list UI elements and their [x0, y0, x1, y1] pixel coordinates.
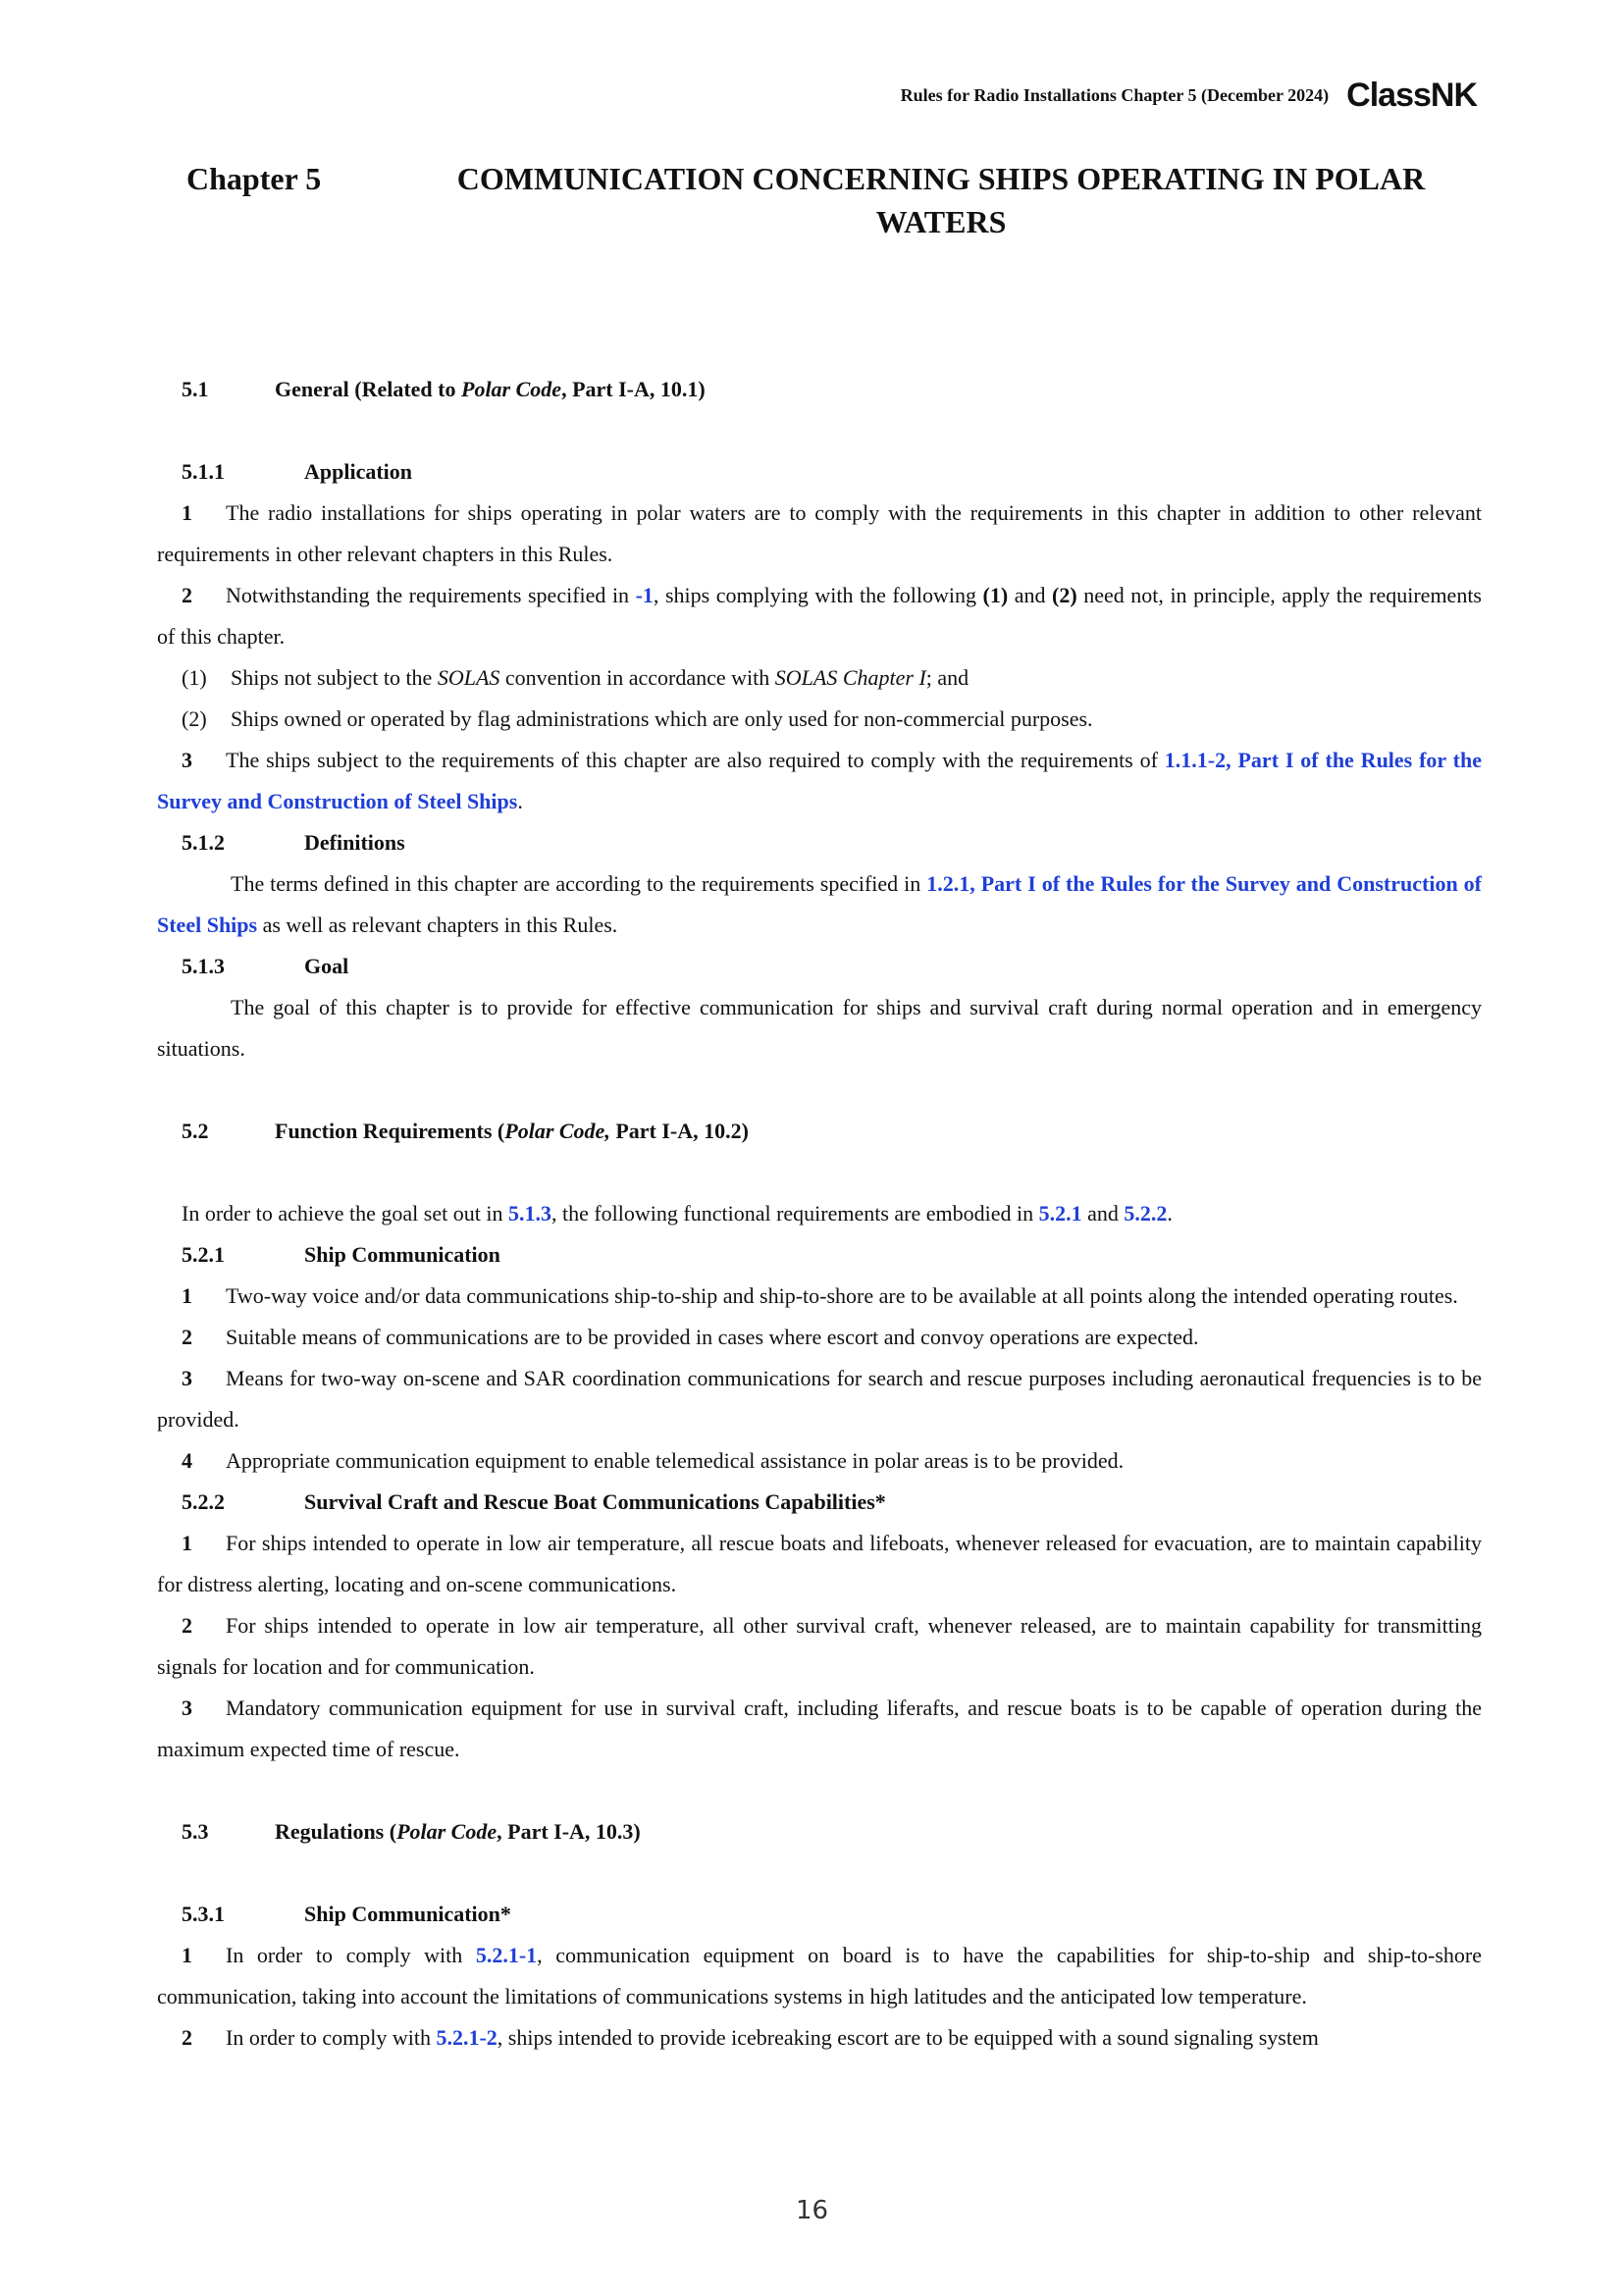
section-5-2-2-heading: 5.2.2 Survival Craft and Rescue Boat Communications Capabilities* — [182, 1489, 886, 1514]
paragraph-5-2-2-3: 3 Mandatory communication equipment for use in survival craft, including liferafts, and rescue boats is to be capable of operation during the maximum expected time of rescue. — [157, 1696, 1482, 1761]
paragraph-5-2-1-2: 2 Suitable means of communications are to be provided in cases where escort and convoy operations are expected. — [182, 1325, 1199, 1349]
cross-reference-link[interactable]: 5.2.1-2 — [436, 2025, 498, 2050]
chapter-number: Chapter 5 — [186, 161, 322, 196]
paragraph-5-2-1-1: 1 Two-way voice and/or data communications ship-to-ship and ship-to-shore are to be available at all points along the intended operating routes. — [182, 1283, 1458, 1308]
chapter-title: COMMUNICATION CONCERNING SHIPS OPERATING IN POLAR WATERS — [456, 161, 1426, 239]
list-item: (2) Ships owned or operated by flag administrations which are only used for non-commercial purposes. — [182, 706, 1093, 731]
document-body — [157, 369, 1482, 2059]
paragraph-5-1-1-3: 3 The ships subject to the requirements of this chapter are also required to comply with the requirements of 1.1.1-2, Part I of the Rules for the Survey and Construction of Steel Ships. — [157, 748, 1482, 813]
paragraph-5-1-2: The terms defined in this chapter are according to the requirements specified in 1.2.1, Part I of the Rules for the Survey and Construction of Steel Ships as well as relevant chapters in this Rules. — [157, 871, 1482, 937]
cross-reference-link[interactable]: -1 — [635, 583, 654, 607]
page-number: 16 — [795, 2196, 829, 2225]
cross-reference-link[interactable]: 1.2.1, Part I of the Rules for the Survey and Construction of Steel Ships — [157, 871, 1482, 937]
paragraph-5-2-2-2: 2 For ships intended to operate in low air temperature, all other survival craft, whenever released, are to maintain capability for transmitting signals for location and for communication. — [157, 1613, 1482, 1679]
paragraph-5-3-1-1: 1 In order to comply with 5.2.1-1, communication equipment on board is to have the capabilities for ship-to-ship and ship-to-shore communication, taking into account the limitations of communications systems in high latitudes and the anticipated low temperature. — [157, 1943, 1482, 2009]
paragraph-5-1-1-2: 2 Notwithstanding the requirements specified in -1, ships complying with the following (1) and (2) need not, in principle, apply the requirements of this chapter. — [157, 583, 1482, 649]
section-5-1-2-heading: 5.1.2 Definitions — [182, 830, 405, 855]
section-5-2-heading: 5.2 Function Requirements (Polar Code, Part I-A, 10.2) — [182, 1119, 749, 1143]
chapter-heading — [186, 157, 1462, 243]
running-header — [901, 77, 1477, 115]
section-5-2-1-heading: 5.2.1 Ship Communication — [182, 1242, 500, 1267]
paragraph-5-1-1-1: 1 The radio installations for ships operating in polar waters are to comply with the requirements in this chapter in addition to other relevant requirements in other relevant chapters in this Rules. — [157, 500, 1482, 566]
classnk-logo: ClassNK — [1346, 77, 1477, 114]
section-5-1-heading: 5.1 General (Related to Polar Code, Part I-A, 10.1) — [182, 369, 1482, 410]
cross-reference-link[interactable]: 5.2.1-1 — [475, 1943, 538, 1967]
cross-reference-link[interactable]: 5.1.3 — [507, 1201, 551, 1226]
section-number: 5.1 — [182, 377, 209, 401]
section-5-3-1-heading: 5.3.1 Ship Communication* — [182, 1902, 511, 1926]
list-item: (1) Ships not subject to the SOLAS convention in accordance with SOLAS Chapter I; and — [182, 665, 969, 690]
cross-reference-link[interactable]: 1.1.1-2, Part I of the Rules for the Survey and Construction of Steel Ships — [157, 748, 1482, 813]
section-5-3-heading: 5.3 Regulations (Polar Code, Part I-A, 10.3) — [182, 1819, 641, 1844]
paragraph-5-2-1-3: 3 Means for two-way on-scene and SAR coordination communications for search and rescue purposes including aeronautical frequencies is to be provided. — [157, 1366, 1482, 1432]
section-5-2-intro: In order to achieve the goal set out in 5.1.3, the following functional requirements are embodied in 5.2.1 and 5.2.2. — [182, 1201, 1173, 1226]
running-title: Rules for Radio Installations Chapter 5 (December 2024) — [900, 85, 1330, 105]
cross-reference-link[interactable]: 5.2.1 — [1038, 1201, 1082, 1226]
paragraph-5-1-3: The goal of this chapter is to provide for effective communication for ships and survival craft during normal operation and in emergency situations. — [157, 995, 1482, 1061]
paragraph-5-3-1-2: 2 In order to comply with 5.2.1-2, ships intended to provide icebreaking escort are to be equipped with a sound signaling system — [182, 2025, 1319, 2050]
paragraph-5-2-2-1: 1 For ships intended to operate in low air temperature, all rescue boats and lifeboats, whenever released for evacuation, are to maintain capability for distress alerting, locating and on-scene communications. — [157, 1531, 1482, 1596]
cross-reference-link[interactable]: 5.2.2 — [1124, 1201, 1168, 1226]
section-5-1-3-heading: 5.1.3 Goal — [182, 954, 349, 978]
paragraph-5-2-1-4: 4 Appropriate communication equipment to enable telemedical assistance in polar areas is to be provided. — [182, 1448, 1125, 1473]
section-5-1-1-heading: 5.1.1 Application — [182, 459, 413, 484]
